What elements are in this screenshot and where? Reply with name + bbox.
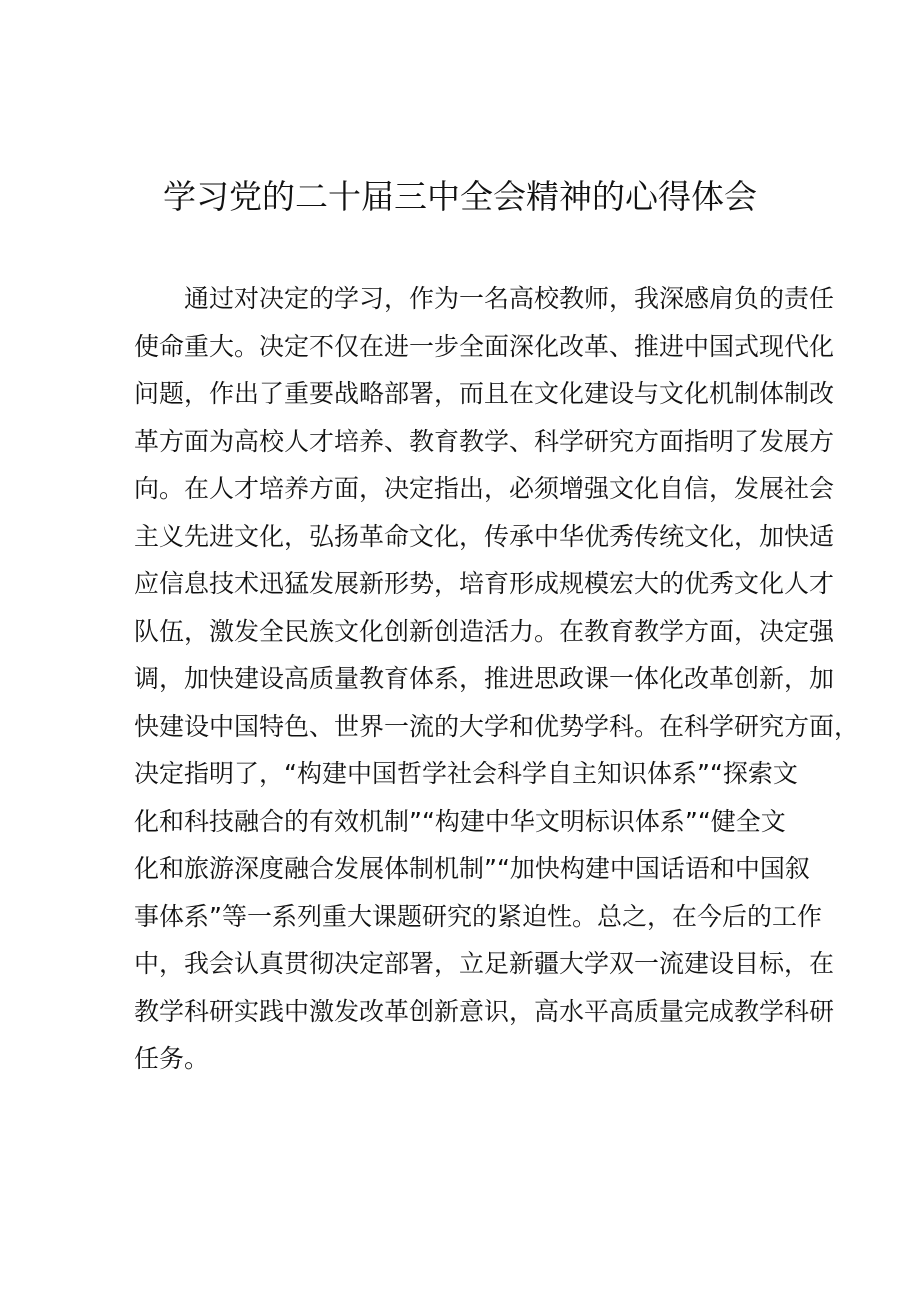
paragraph-line: 问题，作出了重要战略部署，而且在文化建设与文化机制体制改 <box>134 379 835 408</box>
paragraph-line: 决定指明了，“构建中国哲学社会科学自主知识体系”“探索文 <box>134 759 798 788</box>
paragraph-line: 中，我会认真贯彻决定部署，立足新疆大学双一流建设目标，在 <box>134 949 835 978</box>
paragraph-line: 任务。 <box>134 1044 210 1073</box>
document-title: 学习党的二十届三中全会精神的心得体会 <box>163 177 757 216</box>
paragraph-line: 革方面为高校人才培养、教育教学、科学研究方面指明了发展方 <box>134 426 835 456</box>
paragraph-line: 主义先进文化，弘扬革命文化，传承中华优秀传统文化，加快适 <box>134 521 835 551</box>
paragraph-line: 化和科技融合的有效机制”“构建中华文明标识体系”“健全文 <box>134 806 786 836</box>
paragraph-line: 队伍，激发全民族文化创新创造活力。在教育教学方面，决定强 <box>134 616 835 646</box>
paragraph-line: 快建设中国特色、世界一流的大学和优势学科。在科学研究方面， <box>134 711 860 741</box>
paragraph-line: 通过对决定的学习，作为一名高校教师，我深感肩负的责任 <box>184 284 835 313</box>
paragraph-line: 调，加快建设高质量教育体系，推进思政课一体化改革创新，加 <box>134 664 835 693</box>
paragraph-line: 向。在人才培养方面，决定指出，必须增强文化自信，发展社会 <box>134 474 835 503</box>
paragraph-line: 应信息技术迅猛发展新形势，培育形成规模宏大的优秀文化人才 <box>134 569 835 598</box>
paragraph-line: 事体系”等一系列重大课题研究的紧迫性。总之，在今后的工作 <box>134 901 822 931</box>
paragraph-line: 教学科研实践中激发改革创新意识，高水平高质量完成教学科研 <box>134 996 835 1026</box>
paragraph-line: 使命重大。决定不仅在进一步全面深化改革、推进中国式现代化 <box>134 331 835 361</box>
body-paragraph <box>134 275 860 1083</box>
paragraph-line: 化和旅游深度融合发展体制机制”“加快构建中国话语和中国叙 <box>134 854 810 883</box>
